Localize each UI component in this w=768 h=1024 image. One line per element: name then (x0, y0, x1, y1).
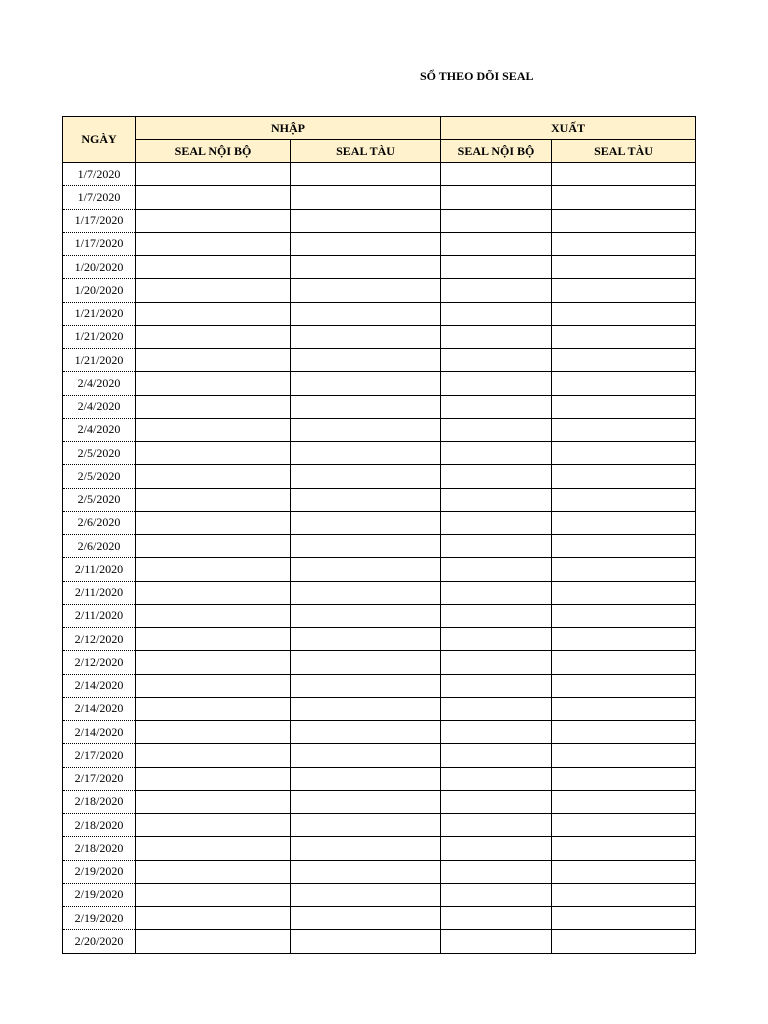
import-internal-seal-cell[interactable] (136, 697, 291, 720)
export-internal-seal-cell[interactable] (441, 814, 552, 837)
export-internal-seal-cell[interactable] (441, 209, 552, 232)
import-ship-seal-cell[interactable] (291, 186, 441, 209)
export-ship-seal-header: SEAL TÀU (552, 140, 696, 163)
export-ship-seal-cell[interactable] (552, 604, 696, 627)
date-cell: 1/17/2020 (63, 232, 136, 255)
export-internal-seal-cell[interactable] (441, 163, 552, 186)
export-internal-seal-cell[interactable] (441, 465, 552, 488)
export-ship-seal-cell[interactable] (552, 372, 696, 395)
export-ship-seal-cell[interactable] (552, 256, 696, 279)
import-internal-seal-cell[interactable] (136, 232, 291, 255)
export-ship-seal-cell[interactable] (552, 418, 696, 441)
export-internal-seal-header: SEAL NỘI BỘ (441, 140, 552, 163)
import-internal-seal-cell[interactable] (136, 186, 291, 209)
export-internal-seal-cell[interactable] (441, 488, 552, 511)
import-ship-seal-cell[interactable] (291, 279, 441, 302)
export-ship-seal-cell[interactable] (552, 814, 696, 837)
import-ship-seal-cell[interactable] (291, 744, 441, 767)
export-internal-seal-cell[interactable] (441, 604, 552, 627)
table-row (63, 883, 696, 906)
export-internal-seal-cell[interactable] (441, 558, 552, 581)
date-cell: 1/7/2020 (63, 186, 136, 209)
date-cell: 1/20/2020 (63, 256, 136, 279)
import-ship-seal-cell[interactable] (291, 651, 441, 674)
export-internal-seal-cell[interactable] (441, 279, 552, 302)
date-cell: 2/20/2020 (63, 930, 136, 953)
table-row (63, 767, 696, 790)
import-ship-seal-cell[interactable] (291, 907, 441, 930)
table-row (63, 814, 696, 837)
export-internal-seal-cell[interactable] (441, 674, 552, 697)
export-internal-seal-cell[interactable] (441, 837, 552, 860)
export-ship-seal-cell[interactable] (552, 349, 696, 372)
import-ship-seal-cell[interactable] (291, 558, 441, 581)
date-cell: 2/12/2020 (63, 651, 136, 674)
date-cell: 1/21/2020 (63, 302, 136, 325)
date-cell: 1/21/2020 (63, 325, 136, 348)
date-cell: 2/19/2020 (63, 883, 136, 906)
import-internal-seal-cell[interactable] (136, 302, 291, 325)
table-row (63, 325, 696, 348)
import-ship-seal-cell[interactable] (291, 488, 441, 511)
export-ship-seal-cell[interactable] (552, 907, 696, 930)
import-internal-seal-cell[interactable] (136, 209, 291, 232)
table-row (63, 418, 696, 441)
import-internal-seal-cell[interactable] (136, 256, 291, 279)
import-internal-seal-cell[interactable] (136, 395, 291, 418)
import-internal-seal-cell[interactable] (136, 442, 291, 465)
table-row (63, 535, 696, 558)
date-cell: 2/19/2020 (63, 907, 136, 930)
table-row (63, 697, 696, 720)
import-internal-seal-cell[interactable] (136, 604, 291, 627)
import-group-header: NHẬP (136, 117, 441, 140)
table-row (63, 186, 696, 209)
export-internal-seal-cell[interactable] (441, 697, 552, 720)
import-ship-seal-cell[interactable] (291, 697, 441, 720)
import-ship-seal-cell[interactable] (291, 860, 441, 883)
export-internal-seal-cell[interactable] (441, 256, 552, 279)
export-ship-seal-cell[interactable] (552, 558, 696, 581)
export-internal-seal-cell[interactable] (441, 535, 552, 558)
table-row (63, 581, 696, 604)
import-internal-seal-cell[interactable] (136, 372, 291, 395)
export-internal-seal-cell[interactable] (441, 442, 552, 465)
date-cell: 1/17/2020 (63, 209, 136, 232)
import-ship-seal-cell[interactable] (291, 767, 441, 790)
import-ship-seal-cell[interactable] (291, 930, 441, 953)
table-row (63, 860, 696, 883)
table-row (63, 907, 696, 930)
import-internal-seal-cell[interactable] (136, 349, 291, 372)
export-ship-seal-cell[interactable] (552, 860, 696, 883)
table-row (63, 279, 696, 302)
import-ship-seal-cell[interactable] (291, 814, 441, 837)
table-row (63, 628, 696, 651)
date-cell: 1/20/2020 (63, 279, 136, 302)
date-cell: 2/18/2020 (63, 790, 136, 813)
import-internal-seal-cell[interactable] (136, 581, 291, 604)
date-cell: 2/18/2020 (63, 837, 136, 860)
table-row (63, 930, 696, 953)
import-internal-seal-cell[interactable] (136, 674, 291, 697)
table-row (63, 651, 696, 674)
import-internal-seal-cell[interactable] (136, 163, 291, 186)
export-ship-seal-cell[interactable] (552, 883, 696, 906)
export-ship-seal-cell[interactable] (552, 837, 696, 860)
export-internal-seal-cell[interactable] (441, 302, 552, 325)
date-cell: 2/6/2020 (63, 511, 136, 534)
import-internal-seal-cell[interactable] (136, 767, 291, 790)
export-internal-seal-cell[interactable] (441, 395, 552, 418)
date-cell: 2/18/2020 (63, 814, 136, 837)
header-row-sub (63, 140, 696, 163)
table-row (63, 232, 696, 255)
export-internal-seal-cell[interactable] (441, 790, 552, 813)
export-ship-seal-cell[interactable] (552, 395, 696, 418)
table-row (63, 604, 696, 627)
export-internal-seal-cell[interactable] (441, 581, 552, 604)
date-cell: 2/5/2020 (63, 488, 136, 511)
date-cell: 2/14/2020 (63, 674, 136, 697)
table-row (63, 511, 696, 534)
table-row (63, 349, 696, 372)
table-row (63, 744, 696, 767)
date-cell: 2/11/2020 (63, 581, 136, 604)
import-internal-seal-cell[interactable] (136, 279, 291, 302)
export-internal-seal-cell[interactable] (441, 860, 552, 883)
export-internal-seal-cell[interactable] (441, 767, 552, 790)
table-row (63, 372, 696, 395)
import-internal-seal-cell[interactable] (136, 325, 291, 348)
export-ship-seal-cell[interactable] (552, 186, 696, 209)
import-ship-seal-cell[interactable] (291, 604, 441, 627)
export-internal-seal-cell[interactable] (441, 232, 552, 255)
import-ship-seal-header: SEAL TÀU (291, 140, 441, 163)
export-ship-seal-cell[interactable] (552, 581, 696, 604)
import-ship-seal-cell[interactable] (291, 837, 441, 860)
export-ship-seal-cell[interactable] (552, 325, 696, 348)
table-row (63, 790, 696, 813)
export-ship-seal-cell[interactable] (552, 442, 696, 465)
export-ship-seal-cell[interactable] (552, 163, 696, 186)
import-internal-seal-cell[interactable] (136, 651, 291, 674)
export-ship-seal-cell[interactable] (552, 465, 696, 488)
import-internal-seal-cell[interactable] (136, 721, 291, 744)
export-ship-seal-cell[interactable] (552, 721, 696, 744)
export-internal-seal-cell[interactable] (441, 721, 552, 744)
export-internal-seal-cell[interactable] (441, 349, 552, 372)
export-internal-seal-cell[interactable] (441, 907, 552, 930)
date-cell: 2/17/2020 (63, 767, 136, 790)
export-ship-seal-cell[interactable] (552, 767, 696, 790)
table-row (63, 837, 696, 860)
table-row (63, 488, 696, 511)
import-ship-seal-cell[interactable] (291, 535, 441, 558)
import-ship-seal-cell[interactable] (291, 232, 441, 255)
date-cell: 2/17/2020 (63, 744, 136, 767)
export-internal-seal-cell[interactable] (441, 883, 552, 906)
export-group-header: XUẤT (441, 117, 696, 140)
import-ship-seal-cell[interactable] (291, 721, 441, 744)
export-ship-seal-cell[interactable] (552, 302, 696, 325)
import-ship-seal-cell[interactable] (291, 418, 441, 441)
import-ship-seal-cell[interactable] (291, 581, 441, 604)
date-cell: 2/4/2020 (63, 418, 136, 441)
table-row (63, 256, 696, 279)
date-cell: 2/6/2020 (63, 535, 136, 558)
import-internal-seal-cell[interactable] (136, 814, 291, 837)
import-ship-seal-cell[interactable] (291, 349, 441, 372)
import-ship-seal-cell[interactable] (291, 883, 441, 906)
import-internal-seal-cell[interactable] (136, 790, 291, 813)
date-cell: 2/11/2020 (63, 604, 136, 627)
import-ship-seal-cell[interactable] (291, 163, 441, 186)
export-internal-seal-cell[interactable] (441, 930, 552, 953)
table-row (63, 302, 696, 325)
export-internal-seal-cell[interactable] (441, 418, 552, 441)
import-ship-seal-cell[interactable] (291, 790, 441, 813)
import-internal-seal-cell[interactable] (136, 744, 291, 767)
import-ship-seal-cell[interactable] (291, 209, 441, 232)
import-internal-seal-cell[interactable] (136, 465, 291, 488)
table-row (63, 674, 696, 697)
export-ship-seal-cell[interactable] (552, 674, 696, 697)
date-cell: 2/11/2020 (63, 558, 136, 581)
date-cell: 2/5/2020 (63, 442, 136, 465)
date-column-header: NGÀY (63, 117, 136, 163)
import-internal-seal-cell[interactable] (136, 418, 291, 441)
export-ship-seal-cell[interactable] (552, 744, 696, 767)
date-cell: 2/14/2020 (63, 721, 136, 744)
date-cell: 2/4/2020 (63, 372, 136, 395)
date-cell: 2/4/2020 (63, 395, 136, 418)
table-row (63, 163, 696, 186)
export-internal-seal-cell[interactable] (441, 628, 552, 651)
export-ship-seal-cell[interactable] (552, 209, 696, 232)
import-ship-seal-cell[interactable] (291, 674, 441, 697)
export-internal-seal-cell[interactable] (441, 744, 552, 767)
import-internal-seal-cell[interactable] (136, 883, 291, 906)
date-cell: 2/5/2020 (63, 465, 136, 488)
export-ship-seal-cell[interactable] (552, 790, 696, 813)
import-internal-seal-cell[interactable] (136, 930, 291, 953)
page-title: SỔ THEO DÕI SEAL (420, 69, 534, 83)
table-row (63, 558, 696, 581)
table-body (63, 163, 696, 954)
import-internal-seal-cell[interactable] (136, 488, 291, 511)
import-internal-seal-cell[interactable] (136, 860, 291, 883)
export-ship-seal-cell[interactable] (552, 535, 696, 558)
date-cell: 1/21/2020 (63, 349, 136, 372)
export-internal-seal-cell[interactable] (441, 372, 552, 395)
export-ship-seal-cell[interactable] (552, 488, 696, 511)
header-row-group (63, 117, 696, 140)
date-cell: 1/7/2020 (63, 163, 136, 186)
table-row (63, 721, 696, 744)
import-ship-seal-cell[interactable] (291, 442, 441, 465)
import-ship-seal-cell[interactable] (291, 256, 441, 279)
import-ship-seal-cell[interactable] (291, 302, 441, 325)
import-internal-seal-header: SEAL NỘI BỘ (136, 140, 291, 163)
import-ship-seal-cell[interactable] (291, 511, 441, 534)
import-internal-seal-cell[interactable] (136, 628, 291, 651)
export-ship-seal-cell[interactable] (552, 279, 696, 302)
import-ship-seal-cell[interactable] (291, 465, 441, 488)
table-row (63, 442, 696, 465)
date-cell: 2/12/2020 (63, 628, 136, 651)
import-ship-seal-cell[interactable] (291, 325, 441, 348)
import-internal-seal-cell[interactable] (136, 511, 291, 534)
table-row (63, 209, 696, 232)
import-internal-seal-cell[interactable] (136, 837, 291, 860)
import-ship-seal-cell[interactable] (291, 628, 441, 651)
import-internal-seal-cell[interactable] (136, 535, 291, 558)
import-ship-seal-cell[interactable] (291, 372, 441, 395)
export-ship-seal-cell[interactable] (552, 511, 696, 534)
export-ship-seal-cell[interactable] (552, 232, 696, 255)
export-ship-seal-cell[interactable] (552, 628, 696, 651)
import-ship-seal-cell[interactable] (291, 395, 441, 418)
export-ship-seal-cell[interactable] (552, 930, 696, 953)
table-row (63, 395, 696, 418)
export-ship-seal-cell[interactable] (552, 651, 696, 674)
seal-log-table (62, 116, 696, 954)
export-internal-seal-cell[interactable] (441, 651, 552, 674)
import-internal-seal-cell[interactable] (136, 558, 291, 581)
table-row (63, 465, 696, 488)
export-ship-seal-cell[interactable] (552, 697, 696, 720)
export-internal-seal-cell[interactable] (441, 325, 552, 348)
import-internal-seal-cell[interactable] (136, 907, 291, 930)
date-cell: 2/19/2020 (63, 860, 136, 883)
export-internal-seal-cell[interactable] (441, 511, 552, 534)
date-cell: 2/14/2020 (63, 697, 136, 720)
export-internal-seal-cell[interactable] (441, 186, 552, 209)
